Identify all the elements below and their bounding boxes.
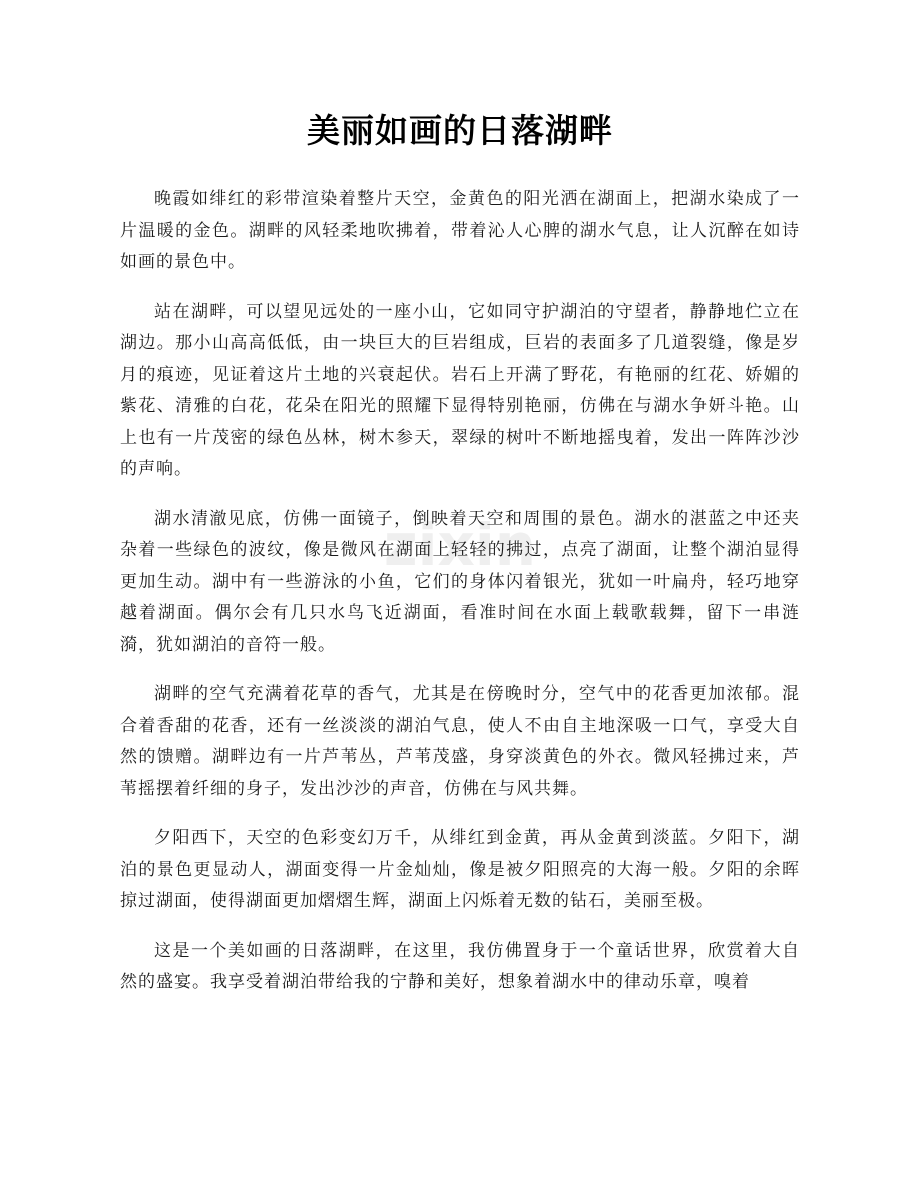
- watermark-logo: zixin: [383, 511, 537, 579]
- paragraph-6: 这是一个美如画的日落湖畔，在这里，我仿佛置身于一个童话世界，欣赏着大自然的盛宴。我享受着湖泊带给我的宁静和美好，想象着湖水中的律动乐章，嗅着: [120, 940, 800, 992]
- document-body: [120, 184, 800, 1017]
- paragraph-3: 湖水清澈见底，仿佛一面镜子，倒映着天空和周围的景色。湖水的湛蓝之中还夹杂着一些绿色的波纹，像是微风在湖面上轻轻的拂过，点亮了湖面，让整个湖泊显得更加生动。湖中有一些游泳的小鱼，它们的身体闪着银光，犹如一叶扁舟，轻巧地穿越着湖面。偶尔会有几只水鸟飞近湖面，看准时间在水面上载歌载舞，留下一串涟漪，犹如湖泊的音符一般。: [120, 508, 800, 655]
- paragraph-2: 站在湖畔，可以望见远处的一座小山，它如同守护湖泊的守望者，静静地伫立在湖边。那小山高高低低，由一块巨大的巨岩组成，巨岩的表面多了几道裂缝，像是岁月的痕迹，见证着这片土地的兴衰起伏。岩石上开满了野花，有艳丽的红花、娇媚的紫花、清雅的白花，花朵在阳光的照耀下显得特别艳丽，仿佛在与湖水争妍斗艳。山上也有一片茂密的绿色丛林，树木参天，翠绿的树叶不断地摇曳着，发出一阵阵沙沙的声响。: [120, 301, 800, 479]
- paragraph-4: 湖畔的空气充满着花草的香气，尤其是在傍晚时分，空气中的花香更加浓郁。混合着香甜的花香，还有一丝淡淡的湖泊气息，使人不由自主地深吸一口气，享受大自然的馈赠。湖畔边有一片芦苇丛，芦苇茂盛，身穿淡黄色的外衣。微风轻拂过来，芦苇摇摆着纤细的身子，发出沙沙的声音，仿佛在与风共舞。: [120, 684, 800, 799]
- paragraph-5: 夕阳西下，天空的色彩变幻万千，从绯红到金黄，再从金黄到淡蓝。夕阳下，湖泊的景色更显动人，湖面变得一片金灿灿，像是被夕阳照亮的大海一般。夕阳的余晖掠过湖面，使得湖面更加熠熠生辉，湖面上闪烁着无数的钻石，美丽至极。: [120, 828, 800, 911]
- paragraph-1: 晚霞如绯红的彩带渲染着整片天空，金黄色的阳光洒在湖面上，把湖水染成了一片温暖的金色。湖畔的风轻柔地吹拂着，带着沁人心脾的湖水气息，让人沉醉在如诗如画的景色中。: [120, 189, 800, 272]
- document-title: 美丽如画的日落湖畔: [307, 111, 613, 150]
